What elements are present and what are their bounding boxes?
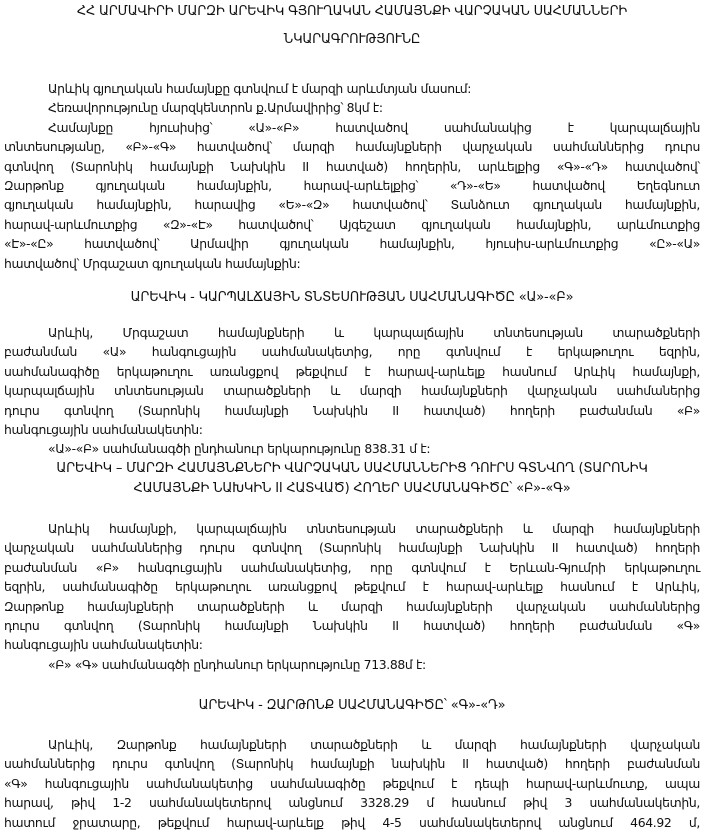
section-heading-ab: ԱՐԵՎԻԿ - ԿԱՐՊԱԼՃԱՅԻՆ ՏՆՏԵՍՈՒԹՅԱՆ ՍԱՀՄԱՆԱԳԻԾԸ «Ա»-«Բ» bbox=[130, 290, 574, 305]
heading-line-2: ՀԱՄԱՅՆՔԻ ՆԱԽԿԻՆ II ՀԱՏՎԱԾ) ՀՈՂԵՐ ՍԱՀՄԱՆԱԳԻԾԸ՝ «Բ»-«Գ» bbox=[133, 480, 571, 496]
text-line: Արևիկ գյուղական համայնքը գտնվում է մարզի արևմտյան մասում: bbox=[48, 81, 472, 96]
intro-paragraph bbox=[4, 79, 700, 273]
section-heading-gd: ԱՐԵՎԻԿ - ԶԱՐԹՈՆՔ ՍԱՀՄԱՆԱԳԻԾԸ՝ «Գ»-«Դ» bbox=[198, 698, 506, 713]
text-line: Արևիկ, Զարթոնք համայնքների տարածքների և մարզի համայնքների վարչական bbox=[48, 737, 700, 752]
title-line-1: ՀՀ ԱՐՄԱՎԻՐԻ ՄԱՐԶԻ ԱՐԵՎԻԿ ԳՅՈՒՂԱԿԱՆ ՀԱՄԱՅՆՔԻ ՎԱՐՉԱԿԱՆ ՍԱՀՄԱՆՆԵՐԻ bbox=[76, 4, 628, 19]
section-heading-bg bbox=[4, 459, 700, 498]
text-line: բաժանման «Ա» հանգուցային սահմանակետից, որը գտնվում է երկաթուղու եզրին, bbox=[4, 344, 700, 360]
text-line: հատում ջրատարը, թեքվում հարավ-արևելք թիվ 4-5 սահմանակետերով անցնում 464.92 մ, bbox=[4, 814, 700, 830]
text-line: Զարթոնք գյուղական համայնքին, հարավ-արևելքից՝ «Դ»-«Ե» հատվածով Եղեգնուտ bbox=[4, 177, 700, 193]
text-line: հատվածով՝ Մրգաշատ գյուղական համայնքին: bbox=[4, 255, 301, 271]
heading-line-1: ԱՐԵՎԻԿ – ՄԱՐԶԻ ՀԱՄԱՅՆՔՆԵՐԻ ՎԱՐՉԱԿԱՆ ՍԱՀՄԱՆՆԵՐԻՑ ԴՈՒՐՍ ԳՏՆՎՈՂ (ՏԱՐՈՆԻԿ bbox=[56, 461, 648, 476]
section-bg-paragraph bbox=[4, 519, 700, 674]
text-line: հանգուցային սահմանակետին: bbox=[4, 421, 203, 437]
section-ab-paragraph bbox=[4, 323, 700, 459]
text-line: «Գ» հանգուցային սահմանակետից սահմանագիծը թեքվում է դեպի հարավ-արևմուտք, ապա bbox=[4, 775, 700, 791]
text-line: դուրս գտնվող (Տարոնիկ համայնքի Նախկին II հատված) հողերի բաժանման «Բ» bbox=[4, 402, 700, 418]
text-line: սահմանագիծը երկաթուղու առանցքով թեքվում է հարավ-արևելք հասնում Արևիկ համայնքի, bbox=[4, 363, 700, 379]
text-line: Արևիկ համայնքի, կարպալճային տնտեսության տարածքների և մարզի համայնքների bbox=[48, 521, 700, 536]
text-line: եզրին, սահմանագիծը երկաթուղու առանցքով թեքվում է հարավ-արևելք հասնում է Արևիկ, bbox=[4, 579, 700, 595]
title-line-2: ՆԿԱՐԱԳՐՈՒԹՅՈՒՆԸ bbox=[283, 32, 421, 47]
text-line: «Ա»-«Բ» սահմանագծի ընդհանուր երկարությունը 838.31 մ է: bbox=[48, 441, 431, 457]
text-line: Համայնքը հյուսիսից՝ «Ա»-«Բ» հատվածով սահմանակից է կարպալճային bbox=[48, 119, 700, 135]
text-line: կարպալճային տնտեսության տարածքների և մարզի համայնքների վարչական սահմաներից bbox=[4, 383, 700, 399]
text-line: բաժանման «Բ» հանգուցային սահմանակետից, որը գտնվում է Երևան-Գյումրի երկաթուղու bbox=[4, 559, 700, 575]
text-line: Զարթոնք համայնքների տարածքների և մարզի համայնքների վարչական սահմաններից bbox=[4, 598, 700, 614]
text-line: սահմաններից դուրս գտնվող (Տարոնիկ համայնքի նախկին II հատված) հողերի բաժանման bbox=[4, 756, 700, 772]
text-line: վարչական սահմաններից դուրս գտնվող (Տարոնիկ համայնքի Նախկին II հատված) հողերի bbox=[4, 540, 700, 556]
text-line: հարավ, թիվ 1-2 սահմանակետերով անցնում 3328.29 մ հասնում թիվ 3 սահմանակետին, bbox=[4, 795, 700, 811]
text-line: «Է»-«Ը» հատվածով՝ Արմավիր գյուղական համայնքին, հյուսիս-արևմուտքից «Ը»-«Ա» bbox=[4, 236, 700, 252]
document-title bbox=[4, 0, 700, 54]
section-gd-paragraph bbox=[4, 735, 700, 832]
text-line: դուրս գտնվող (Տարոնիկ համայնքի Նախկին II հատված) հողերի բաժանման «Գ» bbox=[4, 617, 700, 633]
text-line: «Բ» «Գ» սահմանագծի ընդհանուր երկարությունը 713.88մ է: bbox=[48, 656, 426, 672]
text-line: գտնվող (Տարոնիկ համայնքի Նախկին II հատված) հողերին, արևելքից «Գ»-«Դ» հատվածով՝ bbox=[4, 158, 700, 174]
text-line: հարավ-արևմուտքից «Զ»-«Է» հատվածով՝ Այգեշատ գյուղական համայնքին, արևմուտքից bbox=[4, 216, 700, 232]
text-line: Հեռավորությունը մարզկենտրոն ք.Արմավիրից՝ 8կմ է: bbox=[48, 100, 383, 116]
text-line: գյուղական համայնքին, հարավից «Ե»-«Զ» հատվածով՝ Տանձուտ գյուղական համայնքին, bbox=[4, 197, 700, 213]
text-line: Արևիկ, Մրգաշատ համայնքների և կարպալճային տնտեսության տարածքների bbox=[48, 325, 700, 340]
text-line: հանգուցային սահմանակետին: bbox=[4, 637, 203, 653]
text-line: տնտեսությանը, «Բ»-«Գ» հատվածով՝ մարզի համայնքների վարչական սահմաններից դուրս bbox=[4, 139, 700, 155]
